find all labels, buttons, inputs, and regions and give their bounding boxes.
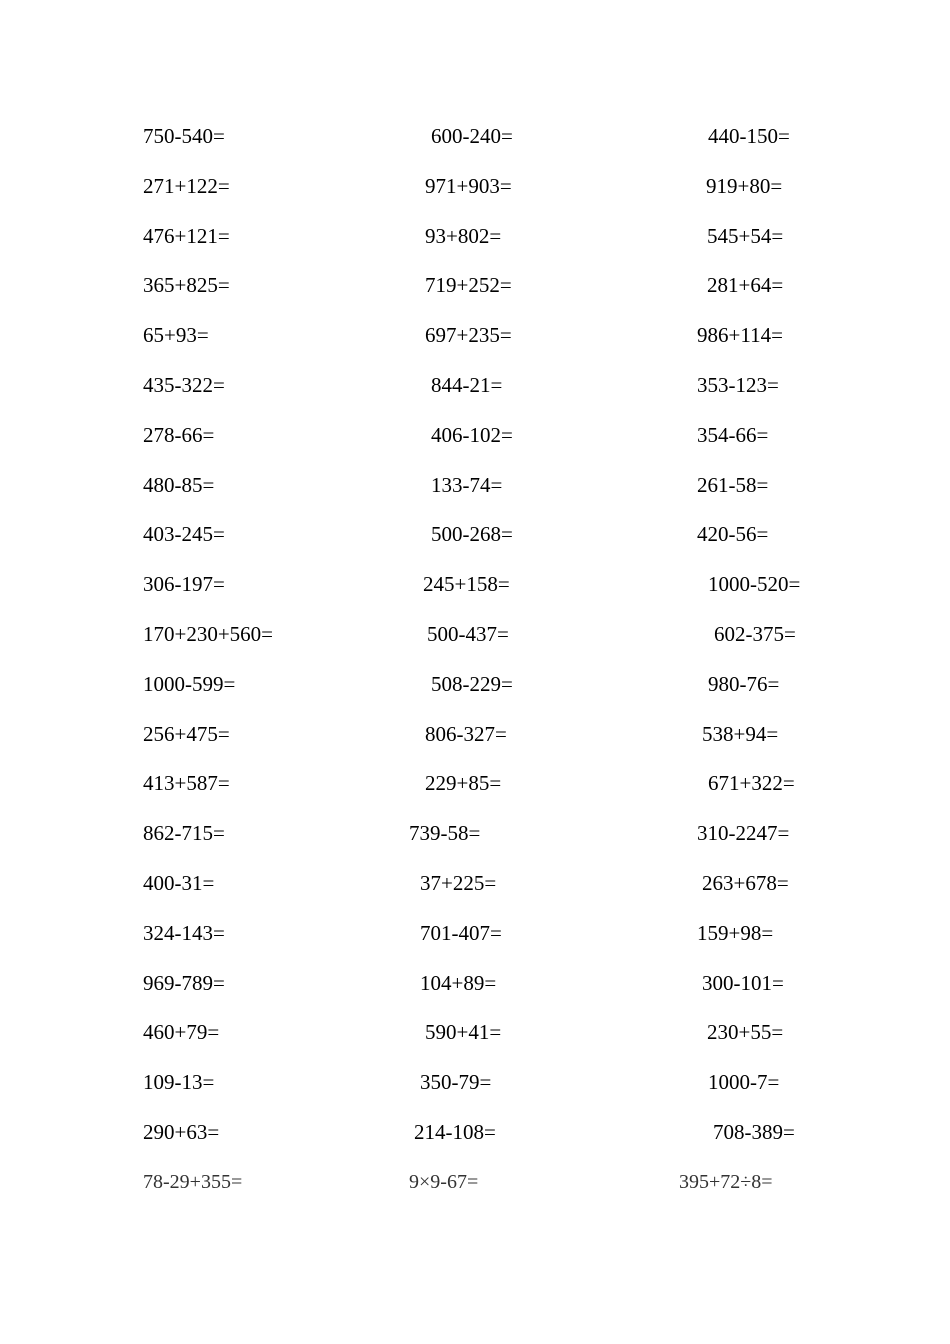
math-problem: 508-229= [431,671,513,696]
math-problem: 93+802= [425,223,502,248]
math-problem: 354-66= [697,422,769,447]
math-problem: 440-150= [708,124,790,148]
math-problem: 300-101= [702,970,784,995]
problem-row [0,1017,950,1047]
problem-row [0,121,950,151]
math-problem: 365+825= [143,273,230,298]
math-problem: 671+322= [708,771,795,796]
math-problem: 701-407= [420,920,502,945]
problem-row [0,619,950,649]
problem-row [0,569,950,599]
math-problem: 480-85= [143,472,215,497]
math-problem: 65+93= [143,323,209,348]
math-problem: 78-29+355= [143,1170,243,1193]
problem-row [0,470,950,500]
math-problem: 420-56= [697,522,769,547]
math-problem: 844-21= [431,373,503,397]
math-problem: 435-322= [143,373,225,397]
math-problem: 353-123= [697,373,779,397]
math-problem: 600-240= [431,124,513,148]
problem-row [0,519,950,549]
math-problem: 1000-520= [708,572,801,597]
problem-row [0,270,950,300]
math-problem: 406-102= [431,422,513,447]
math-problem: 500-437= [427,622,509,646]
problem-row [0,669,950,699]
math-problem: 708-389= [713,1120,795,1144]
math-problem: 919+80= [706,173,783,198]
problem-row [0,221,950,251]
math-problem: 602-375= [714,622,796,646]
math-problem: 9×9-67= [409,1170,479,1193]
math-problem: 230+55= [707,1020,784,1045]
problem-row [0,1117,950,1147]
math-problem: 697+235= [425,323,512,348]
math-problem: 310-2247= [697,821,790,846]
math-problem: 750-540= [143,124,225,148]
problem-row [0,420,950,450]
problem-row [0,1167,950,1197]
math-problem: 413+587= [143,771,230,796]
math-problem: 862-715= [143,821,225,846]
math-problem: 719+252= [425,273,512,298]
problem-row [0,768,950,798]
math-problem: 500-268= [431,522,513,547]
problem-row [0,171,950,201]
math-problem: 214-108= [414,1120,496,1144]
math-problem: 400-31= [143,871,215,895]
math-problem: 460+79= [143,1020,220,1045]
problem-row [0,818,950,848]
math-problem: 590+41= [425,1020,502,1045]
math-problem: 1000-599= [143,671,236,696]
math-problem: 159+98= [697,920,774,945]
problem-row [0,320,950,350]
math-problem: 980-76= [708,671,780,696]
math-problem: 256+475= [143,721,230,746]
math-problem: 281+64= [707,273,784,298]
math-problem: 104+89= [420,970,497,995]
math-problem: 263+678= [702,871,789,895]
math-problem: 395+72÷8= [679,1170,773,1193]
math-problem: 350-79= [420,1070,492,1095]
math-problem: 739-58= [409,821,481,846]
math-problem: 109-13= [143,1070,215,1095]
math-problem: 37+225= [420,871,497,895]
math-problem: 324-143= [143,920,225,945]
math-problem: 271+122= [143,173,230,198]
math-problem: 1000-7= [708,1070,780,1095]
math-problem: 403-245= [143,522,225,547]
problem-row [0,370,950,400]
math-problem: 969-789= [143,970,225,995]
math-problem: 476+121= [143,223,230,248]
math-problem: 278-66= [143,422,215,447]
problem-row [0,968,950,998]
math-problem: 986+114= [697,323,783,348]
math-problem: 170+230+560= [143,622,274,646]
math-problem: 545+54= [707,223,784,248]
math-problem: 538+94= [702,721,779,746]
problem-row [0,719,950,749]
math-problem: 971+903= [425,173,512,198]
problem-row [0,1067,950,1097]
math-problem: 245+158= [423,572,510,597]
math-problem: 306-197= [143,572,225,597]
math-problem: 290+63= [143,1120,220,1144]
math-problem: 133-74= [431,472,503,497]
math-problem: 806-327= [425,721,507,746]
math-problem: 261-58= [697,472,769,497]
problem-row [0,868,950,898]
math-problem: 229+85= [425,771,502,796]
problem-row [0,918,950,948]
